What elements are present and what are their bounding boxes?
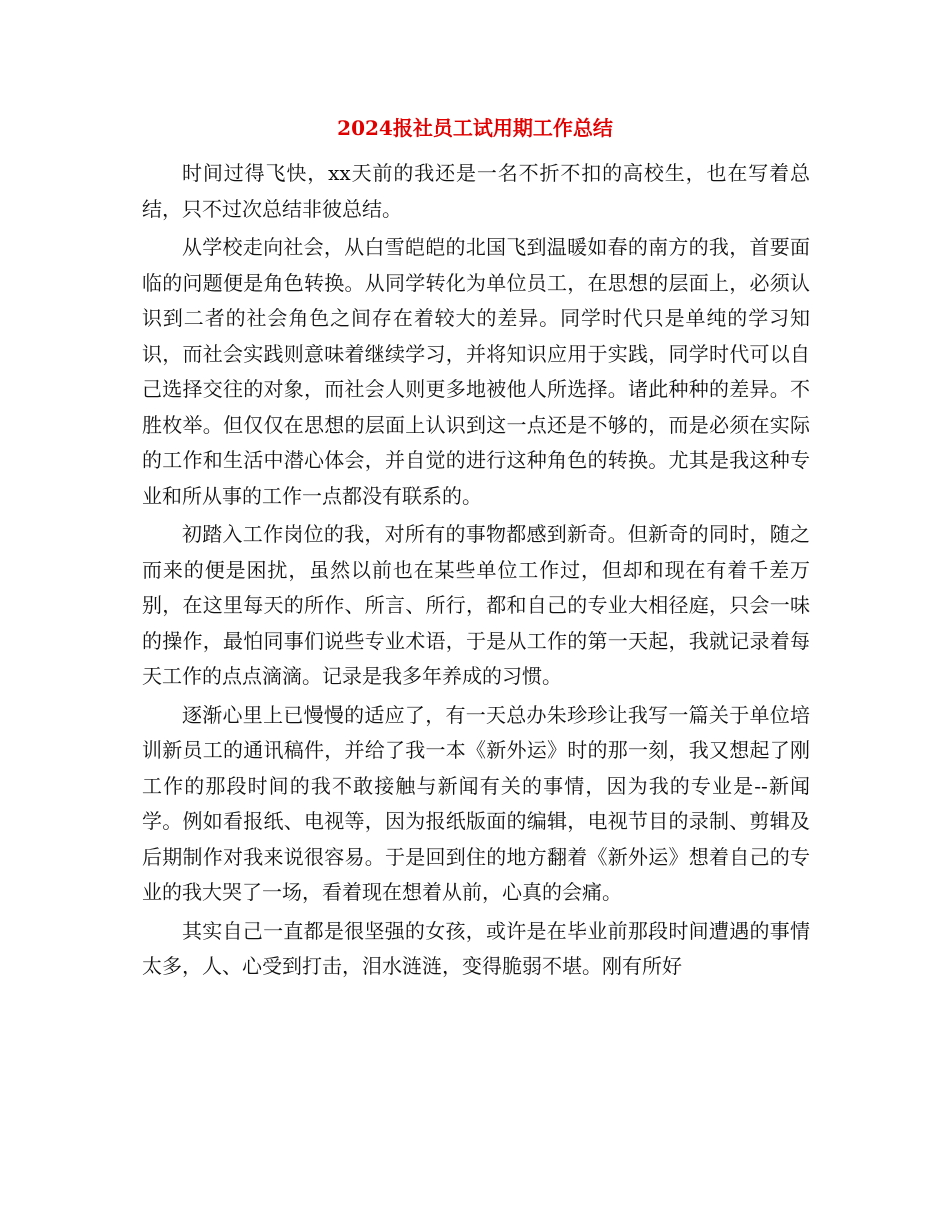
paragraph-1: 时间过得飞快，xx天前的我还是一名不折不扣的高校生，也在写着总结，只不过次总结非彼总结。 (142, 161, 810, 221)
paragraph-5: 其实自己一直都是很坚强的女孩，或许是在毕业前那段时间遭遇的事情太多，人、心受到打击，泪水涟涟，变得脆弱不堪。刚有所好 (142, 918, 810, 978)
paragraph-4: 逐渐心里上已慢慢的适应了，有一天总办朱珍珍让我写一篇关于单位培训新员工的通讯稿件，并给了我一本《新外运》时的那一刻，我又想起了刚工作的那段时间的我不敢接触与新闻有关的事情，因为我的专业是--新闻学。例如看报纸、电视等，因为报纸版面的编辑，电视节目的录制、剪辑及后期制作对我来说很容易。于是回到住的地方翻着《新外运》想着自己的专业的我大哭了一场，看着现在想着从前，心真的会痛。 (142, 702, 810, 904)
document-body (142, 156, 810, 988)
paragraph-2: 从学校走向社会，从白雪皑皑的北国飞到温暖如春的南方的我，首要面临的问题便是角色转换。从同学转化为单位员工，在思想的层面上，必须认识到二者的社会角色之间存在着较大的差异。同学时代只是单纯的学习知识，而社会实践则意味着继续学习，并将知识应用于实践，同学时代可以自己选择交往的对象，而社会人则更多地被他人所选择。诸此种种的差异。不胜枚举。但仅仅在思想的层面上认识到这一点还是不够的，而是必须在实际的工作和生活中潜心体会，并自觉的进行这种角色的转换。尤其是我这种专业和所从事的工作一点都没有联系的。 (142, 235, 810, 508)
document-title: 2024报社员工试用期工作总结 (337, 116, 613, 140)
paragraph-3: 初踏入工作岗位的我，对所有的事物都感到新奇。但新奇的同时，随之而来的便是困扰，虽然以前也在某些单位工作过，但却和现在有着千差万别，在这里每天的所作、所言、所行，都和自己的专业大相径庭，只会一味的操作，最怕同事们说些专业术语，于是从工作的第一天起，我就记录着每天工作的点点滴滴。记录是我多年养成的习惯。 (142, 522, 810, 688)
